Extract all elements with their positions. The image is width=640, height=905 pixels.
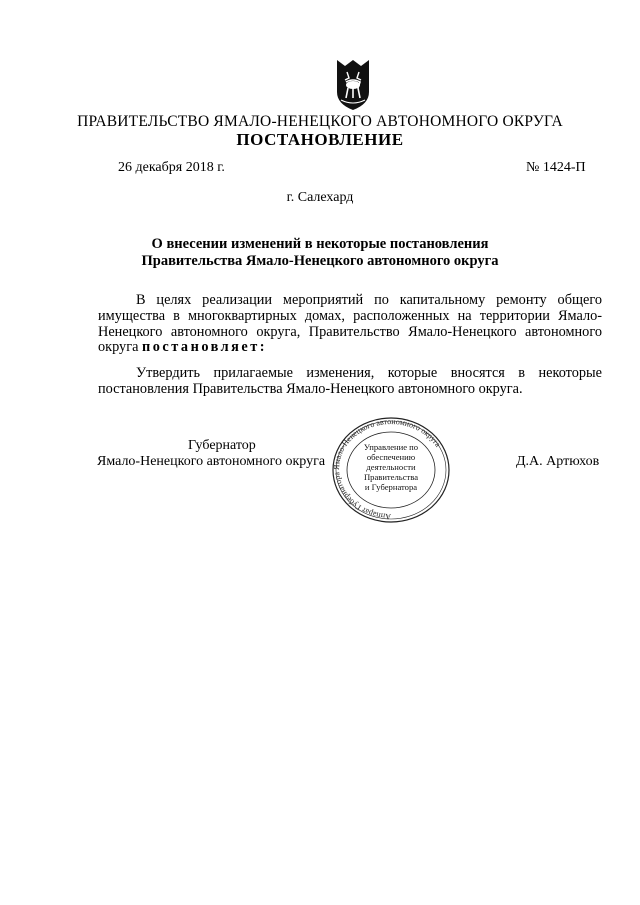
subject-line-2: Правительства Ямало-Ненецкого автономного округа	[141, 253, 499, 269]
stamp-ring-text: Аппарат Губернатора Ямало-Ненецкого автономного округа	[331, 416, 443, 522]
body-paragraph-2: Утвердить прилагаемые изменения, которые вносятся в некоторые постановления Правительства Ямало-Ненецкого автономного округа.	[98, 365, 602, 397]
stamp-line-4: Правительства	[363, 472, 419, 482]
signatory-name: Д.А. Артюхов	[516, 454, 600, 469]
document-subject	[0, 236, 640, 270]
coat-of-arms-icon	[331, 58, 375, 112]
stamp-inner-text	[341, 442, 441, 492]
government-name: ПРАВИТЕЛЬСТВО ЯМАЛО-НЕНЕЦКОГО АВТОНОМНОГО ОКРУГА	[77, 113, 563, 130]
stamp-line-3: деятельности	[366, 462, 416, 472]
decree-word: постановляет:	[142, 339, 268, 356]
paragraph-1-text: В целях реализации мероприятий по капитальному ремонту общего имущества в многоквартирных домах, расположенных на территории Ямало-Ненецкого автономного округа, Правительство Ямало-Ненецкого автономного округа	[98, 292, 602, 356]
document-type: ПОСТАНОВЛЕНИЕ	[236, 130, 404, 149]
stamp-line-2: обеспечению	[366, 452, 416, 462]
stamp-line-5: и Губернатора	[364, 482, 418, 492]
document-date: 26 декабря 2018 г.	[118, 160, 225, 175]
subject-line-1: О внесении изменений в некоторые постановления	[151, 236, 489, 252]
stamp-line-1: Управление по	[363, 442, 419, 452]
signatory-title-line-2: Ямало-Ненецкого автономного округа	[97, 454, 326, 469]
signatory-title-line-1: Губернатор	[188, 438, 256, 453]
body-paragraph-1	[98, 293, 602, 356]
document-number: № 1424-П	[526, 160, 586, 175]
document-city: г. Салехард	[286, 190, 354, 205]
